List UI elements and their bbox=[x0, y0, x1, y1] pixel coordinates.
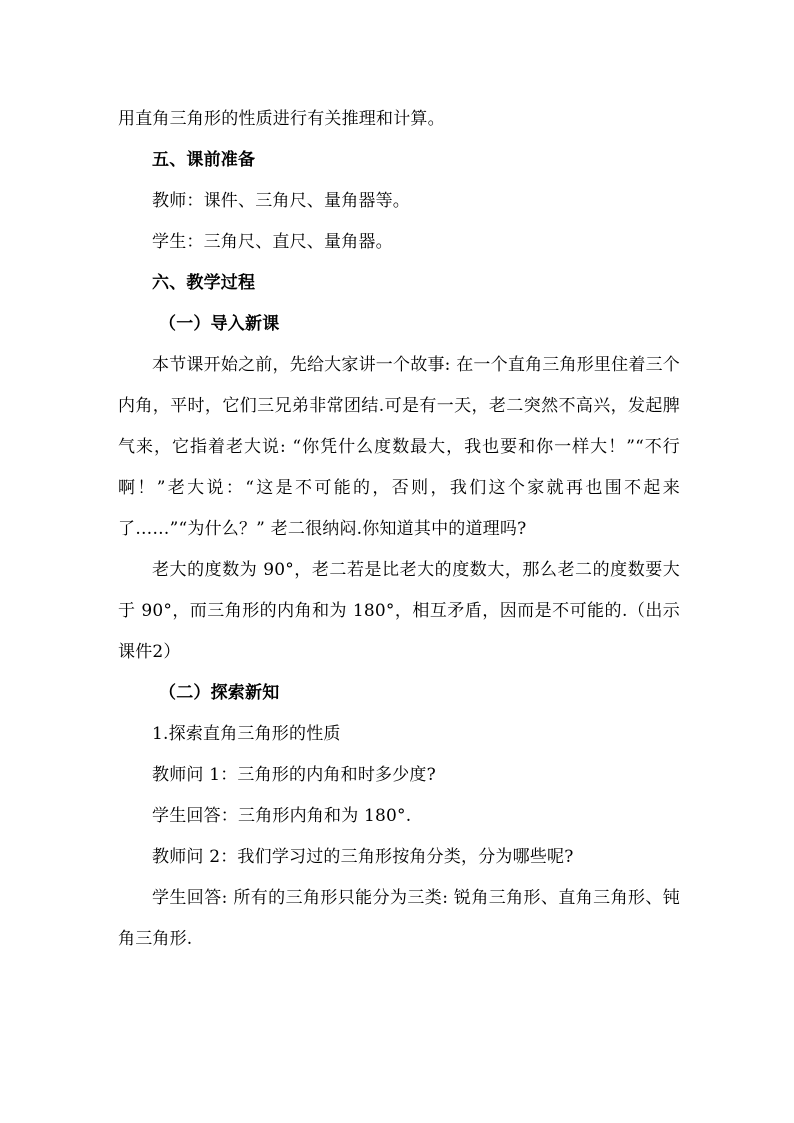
teacher-question-2: 教师问 2：我们学习过的三角形按角分类，分为哪些呢? bbox=[152, 847, 574, 867]
student-answer-1: 学生回答：三角形内角和为 180°. bbox=[152, 806, 412, 826]
student-answer-2: 学生回答: 所有的三角形只能分为三类: 锐角三角形、直角三角形、钝角三角形. bbox=[118, 888, 680, 949]
paragraph-explanation: 老大的度数为 90°，老二若是比老大的度数大，那么老二的度数要大于 90°，而三角形的内角和为 180°，相互矛盾，因而是不可能的.（出示课件2） bbox=[118, 560, 680, 662]
section-heading-teaching-process: 六、教学过程 bbox=[152, 273, 256, 293]
paragraph-student-preparation: 学生：三角尺、直尺、量角器。 bbox=[152, 232, 393, 252]
document-body bbox=[118, 99, 680, 960]
subsection-heading-introduction: （一）导入新课 bbox=[159, 314, 280, 334]
paragraph-story: 本节课开始之前，先给大家讲一个故事: 在一个直角三角形里住着三个内角，平时，它们三兄弟非常团结.可是有一天，老二突然不高兴，发起脾气来，它指着老大说: “你凭什么度数最大，我也要和你一样大！”“不行啊！”老大说：“这是不可能的，否则，我们这个家就再也围不起来了……”“为什么？” 老二很纳闷.你知道其中的道理吗? bbox=[118, 355, 680, 539]
paragraph-objective-continued: 用直角三角形的性质进行有关推理和计算。 bbox=[118, 109, 445, 129]
section-heading-preparation: 五、课前准备 bbox=[152, 150, 256, 170]
subsection-heading-exploration: （二）探索新知 bbox=[159, 683, 280, 703]
paragraph-teacher-preparation: 教师：课件、三角尺、量角器等。 bbox=[152, 191, 410, 211]
list-item-explore-right-triangle: 1.探索直角三角形的性质 bbox=[152, 724, 341, 744]
teacher-question-1: 教师问 1：三角形的内角和时多少度? bbox=[152, 765, 436, 785]
